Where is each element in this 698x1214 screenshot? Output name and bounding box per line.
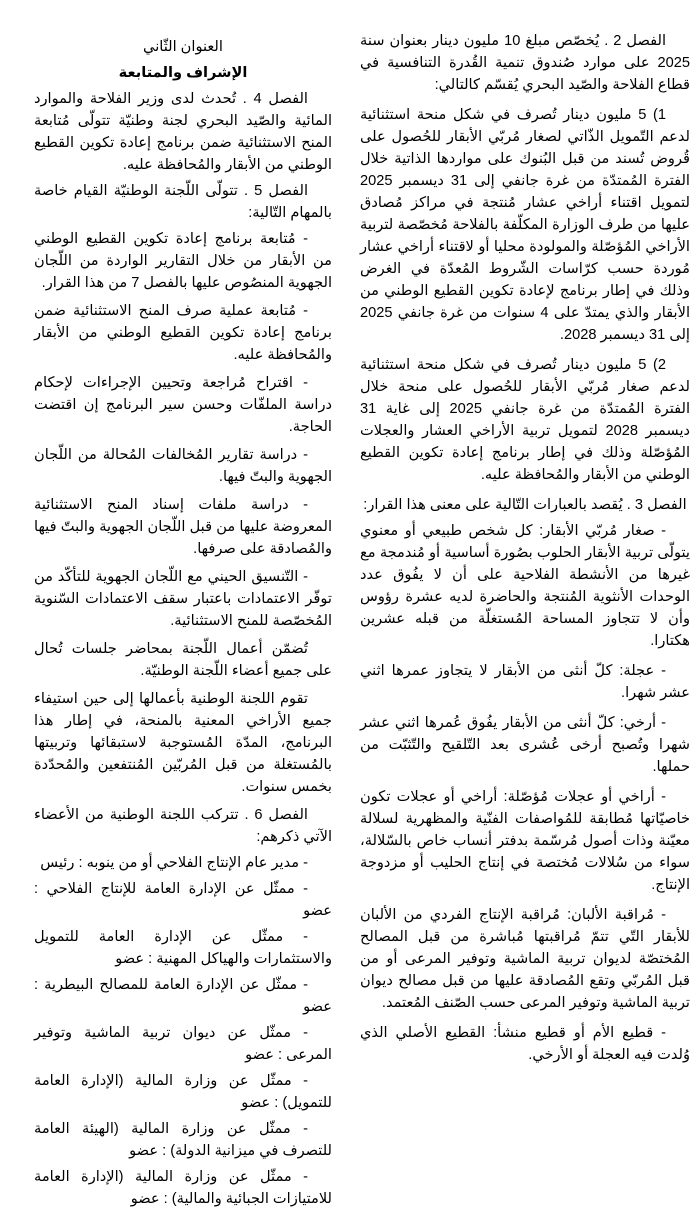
definition: - قطيع الأم أو قطيع منشأ: القطيع الأصلي الذي وُلدت فيه العجلة أو الأرخي. <box>360 1025 690 1063</box>
task-item: - اقتراح مُراجعة وتحيين الإجراءات لإحكام دراسة الملفّات وحسن سير البرنامج إن اقتضت الحاجة. <box>34 375 332 435</box>
definition: - أراخي أو عجلات مُؤصّلة: أراخي أو عجلات تكون خاصيّاتها مُطابقة للمُواصفات الفنّية والمظهرية لسلالة معيّنة وذات أصول مُرسّمة بدفتر أنساب خاص بالسّلالة، سواء من سُلالات مُختصة في إنتاج الحليب أو مزدوجة الإنتاج. <box>360 789 690 893</box>
left-column <box>34 30 332 1214</box>
article-2-item-1: 1) 5 مليون دينار تُصرف في شكل منحة استثنائية لدعم التّمويل الذّاتي لصغار مُربّي الأبقار للحُصول على قُروض تُسند من قبل البُنوك على مواردها الذاتية خلال الفترة المُمتدّة من غرة جانفي إلى 31 ديسمبر 2025 لتمويل اقتناء أراخي عشار مُنتجة في مراكز مُصادق عليها من طرف الوزارة المكلّفة بالفلاحة مُخصّصة لتربية الأراخي المُؤصّلة والمولودة محليا أو لاقتناء أراخي عشار مُوردة حسب كرّاسات الشّروط المُعدّة في الغرض وذلك في إطار برنامج لإعادة تكوين القطيع الوطني من الأبقار والذي يمتدّ على 4 سنوات من غرة جانفي 2025 إلى 31 ديسمبر 2028. <box>360 107 690 343</box>
task-item: - مُتابعة برنامج إعادة تكوين القطيع الوطني من الأبقار من خلال التقارير الواردة من اللّجان الجهوية المنصُوص عليها بالفصل 7 من هذا القرار. <box>34 231 332 291</box>
section-title: العنوان الثّاني <box>143 39 223 55</box>
definition: - صغار مُربّي الأبقار: كل شخص طبيعي أو معنوي يتولّى تربية الأبقار الحلوب بصُورة أساسية أو مُندمجة مع غيرها من الأنشطة الفلاحية على أن لا يفُوق عدد الوحدات الأنثوية المُنتجة والحاضرة لديه عشرة رؤوس وأن لا تتجاوز المساحة المُستغلّة من قبله عشرين هكتارا. <box>360 523 690 649</box>
member-item: - ممثّل عن وزارة المالية (الإدارة العامة للتمويل) : عضو <box>34 1073 332 1111</box>
member-item: - ممثّل عن الإدارة العامة للمصالح البيطرية : عضو <box>34 977 332 1015</box>
member-item: - ممثّل عن وزارة المالية (الهيئة العامة للتصرف في ميزانية الدولة) : عضو <box>34 1121 332 1159</box>
member-item: - ممثّل عن الإدارة العامة للإنتاج الفلاحي : عضو <box>34 881 332 919</box>
article-4: الفصل 4 . تُحدث لدى وزير الفلاحة والموارد المائية والصّيد البحري لجنة وطنيّة تتولّى مُتابعة المنح الاستثنائية ضمن برنامج إعادة تكوين القطيع الوطني من الأبقار والمُحافظة عليه. <box>34 91 332 173</box>
article-5: الفصل 5 . تتولّى اللّجنة الوطنيّة القيام خاصة بالمهام التّالية: <box>34 183 332 221</box>
member-item: - ممثّل عن ديوان تربية الماشية وتوفير المرعى : عضو <box>34 1025 332 1063</box>
task-item: - دراسة تقارير المُخالفات المُحالة من اللّجان الجهوية والبتّ فيها. <box>34 447 332 485</box>
section-subtitle: الإشراف والمتابعة <box>118 65 248 81</box>
article-2: الفصل 2 . يُخصّص مبلغ 10 مليون دينار بعنوان سنة 2025 على موارد صُندوق تنمية القُدرة التنافسية في قطاع الفلاحة والصّيد البحري يُقسّم كالتالي: <box>360 33 690 93</box>
minutes-paragraph: تُضمّن أعمال اللّجنة بمحاضر جلسات تُحال على جميع أعضاء اللّجنة الوطنيّة. <box>34 641 332 679</box>
definition: - عجلة: كلّ أنثى من الأبقار لا يتجاوز عمرها اثني عشر شهرا. <box>360 663 690 701</box>
right-column <box>360 30 690 1074</box>
member-item: - مدير عام الإنتاج الفلاحي أو من ينوبه : رئيس <box>40 855 308 871</box>
task-item: - دراسة ملفات إسناد المنح الاستثنائية المعروضة عليها من قبل اللّجان الجهوية والبتّ فيها والمُصادقة على صرفها. <box>34 497 332 557</box>
task-item: - التّنسيق الحيني مع اللّجان الجهوية للتأكّد من توفّر الاعتمادات باعتبار سقف الاعتمادات السّنوية المُخصّصة للمنح الاستثنائية. <box>34 569 332 629</box>
article-3-heading: الفصل 3 . يُقصد بالعبارات التّالية على معنى هذا القرار: <box>363 497 687 513</box>
member-item: - ممثّل عن الإدارة العامة للتمويل والاستثمارات والهياكل المهنية : عضو <box>34 929 332 967</box>
definition: - أرخي: كلّ أنثى من الأبقار يفُوق عُمرها اثني عشر شهرا وتُصبح أرخى عُشرى بعد التّلقيح والتّثبّت من حملها. <box>360 715 690 775</box>
duration-paragraph: تقوم اللجنة الوطنية بأعمالها إلى حين استيفاء جميع الأراخي المعنية بالمنحة، في إطار هذا البرنامج، المدّة المُستوجبة لاستبقائها وتربيتها بالمُستغلة من قبل المُربّين المُنتفعين والمُحدّدة بخمس سنوات. <box>34 691 332 795</box>
definition: - مُراقبة الألبان: مُراقبة الإنتاج الفردي من الألبان للأبقار التّي تتمّ مُراقبتها مُباشرة من قبل المصالح المُختصّة لديوان تربية الماشية وتوفير المرعى أو من قبل المُربّي وتقع المُصادقة عليها من قبل مصالح ديوان تربية الماشية وتوفير المرعى حسب الصّنف المُعتمد. <box>360 907 690 1011</box>
member-item: - ممثّل عن وزارة المالية (الإدارة العامة للامتيازات الجبائية والمالية) : عضو <box>34 1169 332 1207</box>
task-item: - مُتابعة عملية صرف المنح الاستثنائية ضمن برنامج إعادة تكوين القطيع الوطني من الأبقار والمُحافظة عليه. <box>34 303 332 363</box>
article-2-item-2: 2) 5 مليون دينار تُصرف في شكل منحة استثنائية لدعم صغار مُربّي الأبقار للحُصول على منحة خلال الفترة المُمتدّة من غرة جانفي 2025 إلى غاية 31 ديسمبر 2028 لتمويل تربية الأراخي العشار والعجلات المُؤصّلة وذلك في إطار برنامج إعادة تكوين القطيع الوطني من الأبقار والمُحافظة عليه. <box>360 357 690 483</box>
article-6: الفصل 6 . تتركب اللجنة الوطنية من الأعضاء الآتي ذكرهم: <box>34 807 332 845</box>
